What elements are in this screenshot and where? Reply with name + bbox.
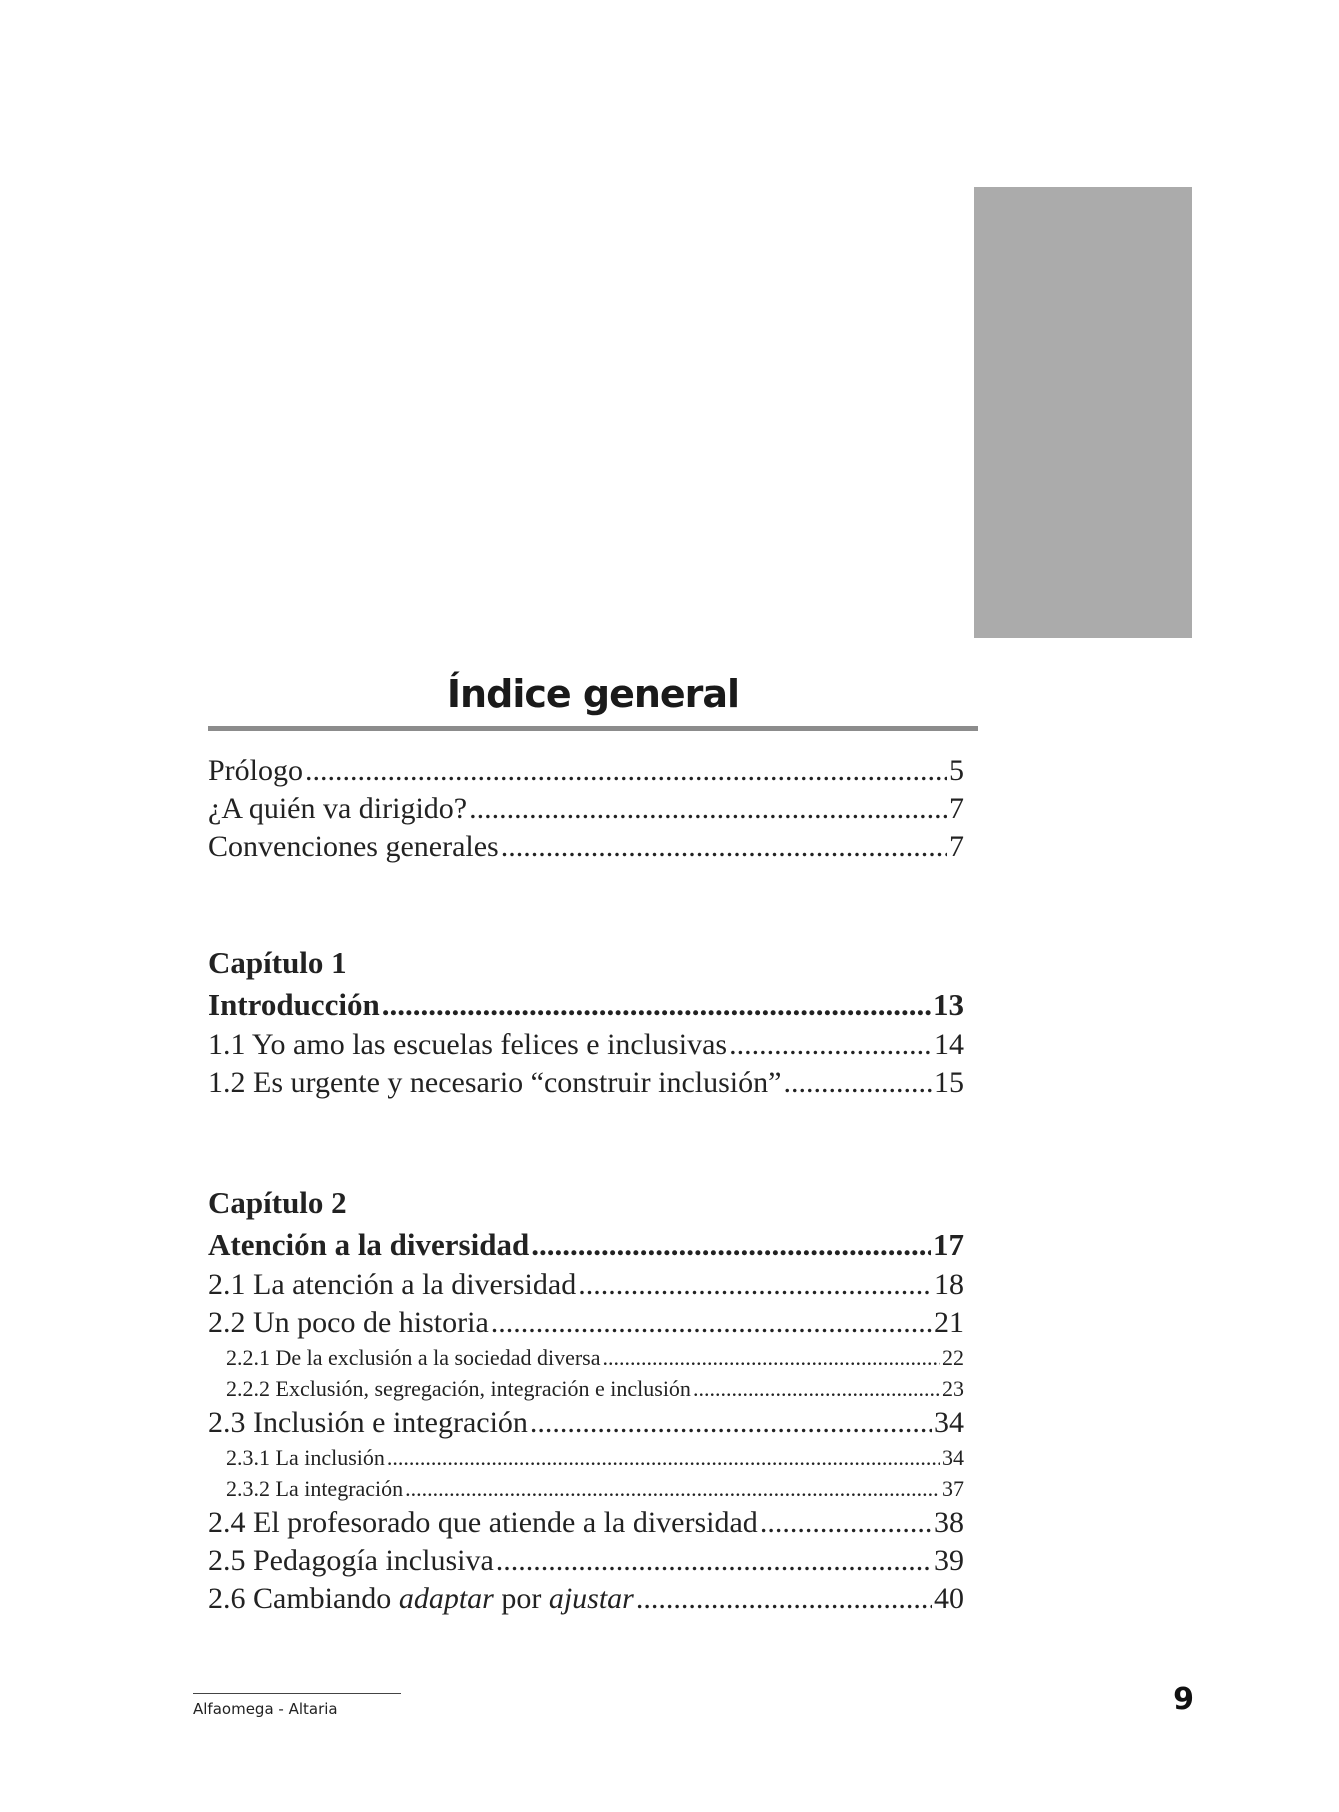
toc-entry-label: 2.2.2 Exclusión, segregación, integración e inclusión xyxy=(226,1376,691,1401)
toc-entry-label: Atención a la diversidad xyxy=(208,1227,530,1262)
toc-entry[interactable] xyxy=(208,1026,964,1064)
title-rule xyxy=(208,726,978,731)
toc-entry-label: 2.5 Pedagogía inclusiva xyxy=(208,1544,494,1577)
toc-entry[interactable] xyxy=(208,1504,964,1542)
toc-entry-page: 22 xyxy=(942,1345,964,1370)
toc-entry-page: 15 xyxy=(934,1066,964,1099)
dot-leader xyxy=(305,752,947,790)
toc-entry-label: 2.4 El profesorado que atiende a la diversidad xyxy=(208,1506,758,1539)
chapter2-title-entry[interactable] xyxy=(208,1224,964,1266)
dot-leader xyxy=(602,1342,940,1373)
dot-leader xyxy=(783,1064,932,1102)
dot-leader xyxy=(729,1026,932,1064)
chapter1-title-entry[interactable] xyxy=(208,984,964,1026)
toc-entry-label: 1.1 Yo amo las escuelas felices e inclusivas xyxy=(208,1028,728,1061)
dot-leader xyxy=(530,1404,932,1442)
dot-leader xyxy=(501,828,947,866)
toc-entry-label: Convenciones generales xyxy=(208,830,499,863)
footer-publisher: Alfaomega - Altaria xyxy=(193,1700,338,1718)
toc-entry-label: ¿A quién va dirigido? xyxy=(208,792,468,825)
toc-entry[interactable] xyxy=(208,1542,964,1580)
dot-leader xyxy=(382,984,931,1026)
toc-entry[interactable] xyxy=(208,828,964,866)
toc-entry-label: Introducción xyxy=(208,987,380,1022)
chapter2-heading: Capítulo 2 xyxy=(208,1185,347,1220)
toc-subentry[interactable] xyxy=(208,1473,964,1504)
dot-leader xyxy=(491,1304,932,1342)
toc-entry-label: Prólogo xyxy=(208,754,304,787)
toc-entry[interactable] xyxy=(208,1266,964,1304)
chapter-tab-block xyxy=(974,187,1192,638)
toc-entry-label: 2.1 La atención a la diversidad xyxy=(208,1268,577,1301)
dot-leader xyxy=(469,790,947,828)
toc-entry-label xyxy=(208,1580,634,1618)
front-matter-list xyxy=(208,752,964,866)
toc-entry-page: 18 xyxy=(934,1268,964,1301)
dot-leader xyxy=(693,1373,940,1404)
toc-entry-page: 21 xyxy=(934,1306,964,1339)
dot-leader xyxy=(531,1224,931,1266)
chapter1-heading: Capítulo 1 xyxy=(208,945,347,980)
toc-entry-label: 2.2 Un poco de historia xyxy=(208,1306,489,1339)
label-mid: por xyxy=(493,1582,549,1615)
toc-entry-label: 2.2.1 De la exclusión a la sociedad diversa xyxy=(226,1345,601,1370)
dot-leader xyxy=(578,1266,932,1304)
toc-entry-page: 40 xyxy=(934,1582,964,1615)
dot-leader xyxy=(760,1504,932,1542)
toc-entry-label: 2.3 Inclusión e integración xyxy=(208,1406,528,1439)
label-em-adaptar: adaptar xyxy=(398,1582,494,1615)
toc-entry-label: 2.3.2 La integración xyxy=(226,1476,404,1501)
label-prefix: 2.6 Cambiando xyxy=(208,1582,399,1615)
toc-entry-page: 14 xyxy=(934,1028,964,1061)
toc-entry-page: 5 xyxy=(949,754,964,787)
toc-entry-page: 17 xyxy=(933,1227,964,1262)
toc-entry[interactable] xyxy=(208,752,964,790)
page-title: Índice general xyxy=(446,672,740,716)
chapter2-section xyxy=(208,1182,964,1618)
toc-entry[interactable] xyxy=(208,790,964,828)
toc-entry-page: 13 xyxy=(933,987,964,1022)
toc-entry[interactable] xyxy=(208,1064,964,1102)
chapter1-section xyxy=(208,942,964,1102)
toc-entry[interactable] xyxy=(208,1580,964,1618)
toc-entry-page: 34 xyxy=(942,1445,964,1470)
toc-entry-page: 37 xyxy=(942,1476,964,1501)
toc-entry-page: 7 xyxy=(949,792,964,825)
footer-rule xyxy=(193,1693,401,1694)
toc-entry-label: 1.2 Es urgente y necesario “construir inclusión” xyxy=(208,1066,782,1099)
toc-subentry[interactable] xyxy=(208,1342,964,1373)
toc-entry-page: 39 xyxy=(934,1544,964,1577)
dot-leader xyxy=(636,1580,932,1618)
dot-leader xyxy=(405,1473,940,1504)
toc-entry-label: 2.3.1 La inclusión xyxy=(226,1445,385,1470)
toc-entry-page: 7 xyxy=(949,830,964,863)
toc-subentry[interactable] xyxy=(208,1373,964,1404)
toc-entry-page: 23 xyxy=(942,1376,964,1401)
toc-entry[interactable] xyxy=(208,1304,964,1342)
dot-leader xyxy=(496,1542,932,1580)
dot-leader xyxy=(387,1442,940,1473)
label-em-ajustar: ajustar xyxy=(548,1582,634,1615)
page-number: 9 xyxy=(1173,1682,1194,1717)
toc-entry-page: 34 xyxy=(934,1406,964,1439)
toc-entry[interactable] xyxy=(208,1404,964,1442)
toc-entry-page: 38 xyxy=(934,1506,964,1539)
toc-subentry[interactable] xyxy=(208,1442,964,1473)
